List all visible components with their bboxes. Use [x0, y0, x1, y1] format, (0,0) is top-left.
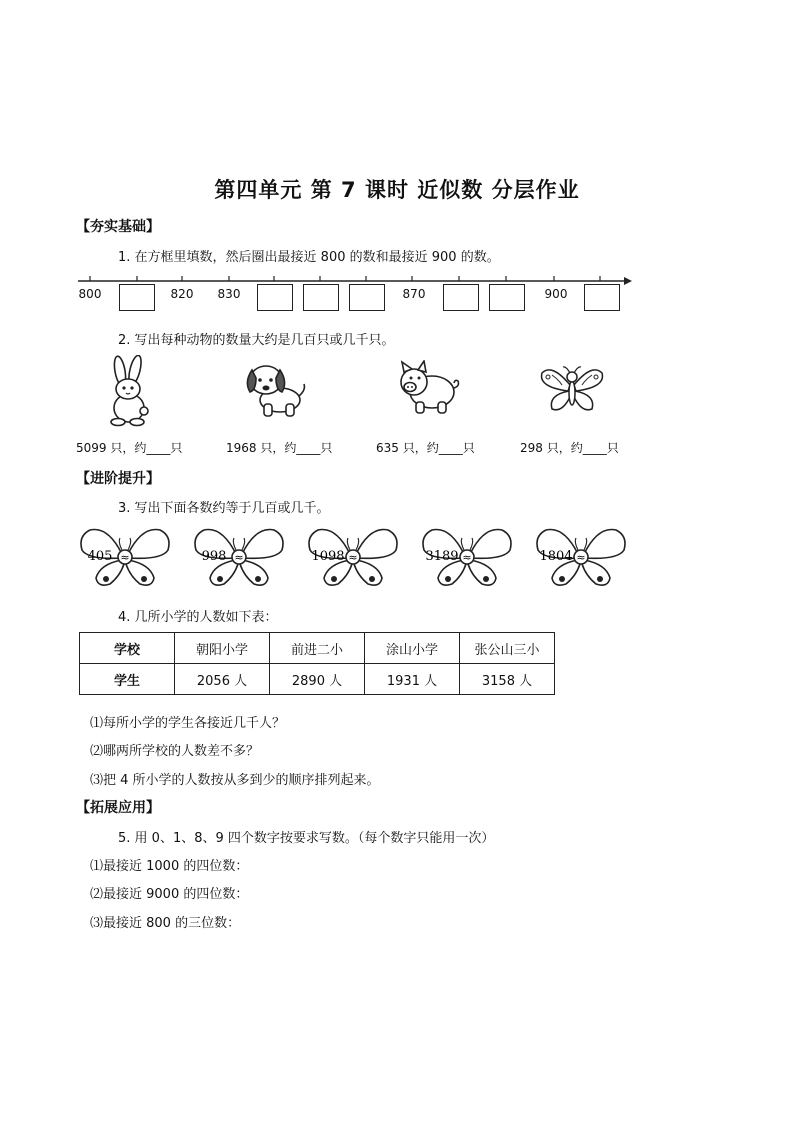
answer-box-6[interactable] — [489, 284, 525, 311]
butterfly-number-label: 1804 — [539, 549, 573, 564]
question-5-sub-1: ⑴最接近 1000 的四位数： — [90, 859, 249, 874]
butterfly-icon — [538, 363, 606, 415]
butterfly-number-label: 1098 — [311, 549, 345, 564]
answer-box-2[interactable] — [257, 284, 293, 311]
answer-box-1[interactable] — [119, 284, 155, 311]
question-3: 3. 写出下面各数约等于几百或几千。 — [118, 501, 330, 516]
tick-label-830: 830 — [217, 287, 241, 301]
school-table — [79, 632, 555, 695]
butterfly-number-3 — [306, 524, 400, 590]
table-cell: 2056 人 — [175, 664, 270, 695]
butterfly-number-label: 998 — [201, 549, 227, 564]
section-basic: 【夯实基础】 — [76, 219, 160, 235]
butterfly-number-4 — [420, 524, 514, 590]
section-advanced: 【进阶提升】 — [76, 471, 160, 487]
question-5-sub-2: ⑵最接近 9000 的四位数： — [90, 887, 249, 902]
animal-caption-dog: 1968 只，约____只 — [226, 441, 333, 455]
table-cell: 2890 人 — [270, 664, 365, 695]
answer-box-5[interactable] — [443, 284, 479, 311]
question-4-sub-1: ⑴每所小学的学生各接近几千人？ — [90, 716, 286, 731]
approx-symbol: ≈ — [120, 551, 130, 564]
question-5: 5. 用 0、1、8、9 四个数字按要求写数。（每个数字只能用一次） — [118, 831, 495, 846]
table-header-school: 学校 — [80, 633, 175, 664]
table-cell: 涂山小学 — [365, 633, 460, 664]
butterfly-number-1 — [78, 524, 172, 590]
question-4: 4. 几所小学的人数如下表： — [118, 610, 278, 625]
table-cell: 3158 人 — [460, 664, 555, 695]
butterfly-number-label: 3189 — [425, 549, 459, 564]
number-line-arrow — [624, 277, 632, 285]
dog-icon — [242, 360, 308, 420]
animal-caption-butterfly: 298 只，约____只 — [520, 441, 619, 455]
approx-symbol: ≈ — [348, 551, 358, 564]
question-2: 2. 写出每种动物的数量大约是几百只或几千只。 — [118, 333, 395, 348]
approx-symbol: ≈ — [462, 551, 472, 564]
rabbit-icon — [104, 355, 154, 427]
question-5-sub-3: ⑶最接近 800 的三位数： — [90, 916, 241, 931]
answer-box-3[interactable] — [303, 284, 339, 311]
butterfly-number-label: 405 — [87, 549, 113, 564]
butterfly-number-5 — [534, 524, 628, 590]
tick-label-820: 820 — [170, 287, 194, 301]
animal-caption-rabbit: 5099 只，约____只 — [76, 441, 183, 455]
table-row — [80, 633, 555, 664]
question-4-sub-3: ⑶把 4 所小学的人数按从多到少的顺序排列起来。 — [90, 773, 380, 788]
answer-box-4[interactable] — [349, 284, 385, 311]
table-cell: 1931 人 — [365, 664, 460, 695]
approx-symbol: ≈ — [234, 551, 244, 564]
question-1: 1. 在方框里填数，然后圈出最接近 800 的数和最接近 900 的数。 — [118, 250, 500, 265]
table-cell: 张公山三小 — [460, 633, 555, 664]
table-row — [80, 664, 555, 695]
question-4-sub-2: ⑵哪两所学校的人数差不多？ — [90, 744, 260, 759]
tick-label-800: 800 — [78, 287, 102, 301]
table-header-students: 学生 — [80, 664, 175, 695]
tick-label-900: 900 — [544, 287, 568, 301]
table-cell: 前进二小 — [270, 633, 365, 664]
animal-caption-pig: 635 只，约____只 — [376, 441, 475, 455]
page-title: 第四单元 第 7 课时 近似数 分层作业 — [214, 178, 580, 202]
approx-symbol: ≈ — [576, 551, 586, 564]
tick-label-870: 870 — [402, 287, 426, 301]
answer-box-7[interactable] — [584, 284, 620, 311]
butterfly-number-2 — [192, 524, 286, 590]
pig-icon — [396, 360, 460, 418]
section-extend: 【拓展应用】 — [76, 800, 160, 816]
table-cell: 朝阳小学 — [175, 633, 270, 664]
